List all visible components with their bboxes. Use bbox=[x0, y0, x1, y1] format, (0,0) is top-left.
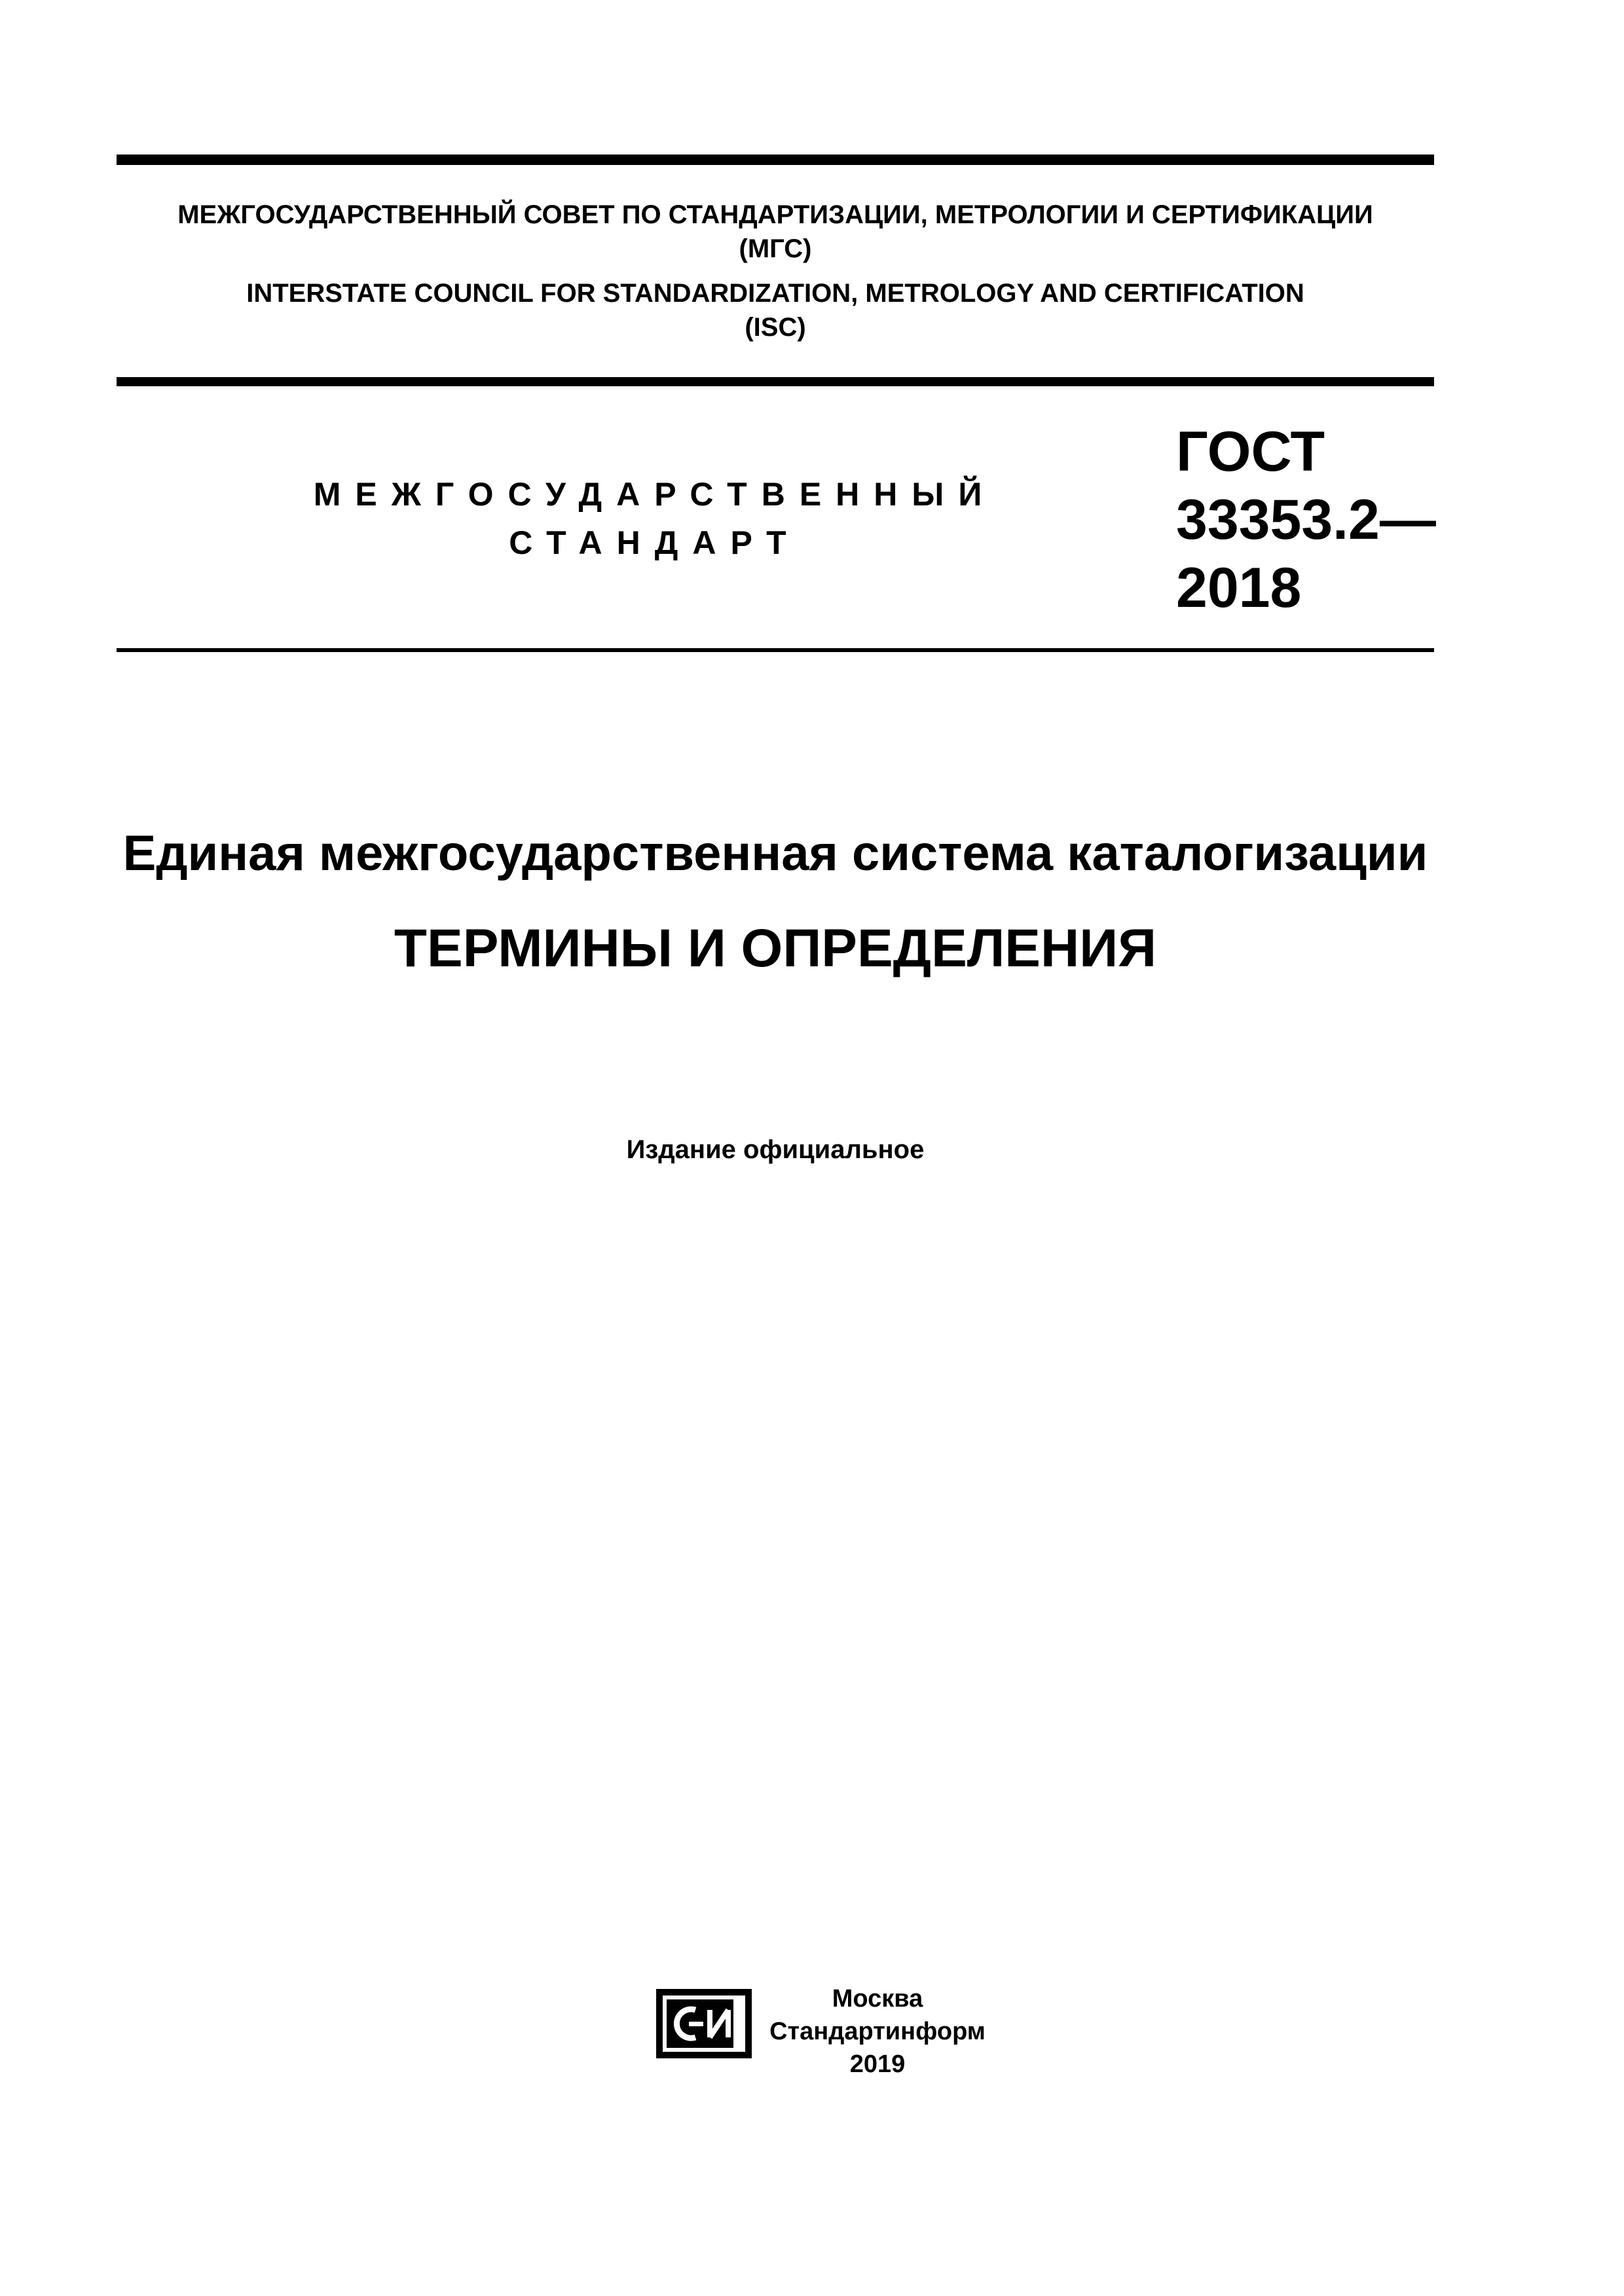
standard-type-line1: МЕЖГОСУДАРСТВЕННЫЙ bbox=[313, 476, 997, 513]
bottom-divider bbox=[117, 648, 1434, 652]
gost-year: 2018 bbox=[1176, 556, 1302, 619]
council-name-ru: МЕЖГОСУДАРСТВЕННЫЙ СОВЕТ ПО СТАНДАРТИЗАЦИИ, МЕТРОЛОГИИ И СЕРТИФИКАЦИИ bbox=[177, 200, 1373, 229]
council-abbr-en: (ISC) bbox=[745, 313, 806, 342]
council-name-en: INTERSTATE COUNCIL FOR STANDARDIZATION, METROLOGY AND CERTIFICATION bbox=[246, 279, 1304, 308]
publication-year: 2019 bbox=[849, 2050, 906, 2078]
standartinform-logo-icon bbox=[655, 1988, 753, 2060]
publisher-name: Стандартинформ bbox=[769, 2018, 986, 2045]
top-divider bbox=[117, 155, 1434, 165]
middle-divider bbox=[117, 377, 1434, 386]
document-title: Единая межгосударственная система каталогизации bbox=[122, 826, 1428, 881]
standard-type-line2: СТАНДАРТ bbox=[509, 524, 801, 561]
council-abbr-ru: (МГС) bbox=[739, 234, 812, 263]
gost-number: 33353.2— bbox=[1176, 488, 1436, 551]
document-subtitle: ТЕРМИНЫ И ОПРЕДЕЛЕНИЯ bbox=[394, 919, 1157, 978]
edition-note: Издание официальное bbox=[626, 1135, 925, 1164]
publisher-city: Москва bbox=[832, 1985, 923, 2013]
gost-label: ГОСТ bbox=[1176, 420, 1325, 483]
